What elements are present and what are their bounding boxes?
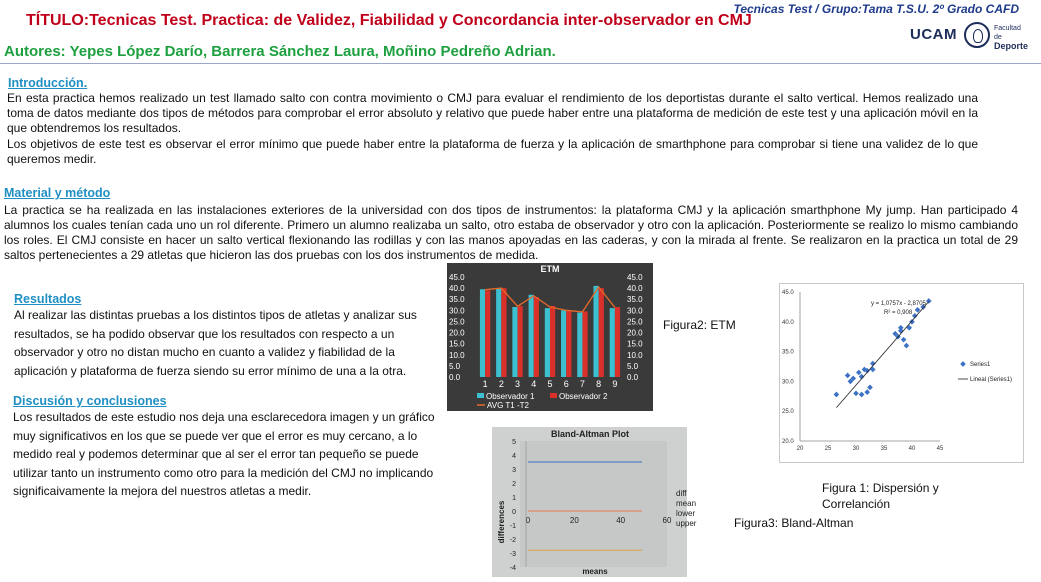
etm-xtick: 8	[596, 379, 602, 389]
ucam-logo	[908, 22, 1028, 52]
ba-ytick: -1	[509, 523, 516, 530]
disp-equation: y = 1,0757x - 2,8705	[871, 301, 926, 307]
course-label: Tecnicas Test / Grupo:Tama T.S.U. 2º Grado CAFD	[733, 2, 1019, 16]
disp-legend-swatch-series1	[960, 361, 966, 367]
faculty-label-2: Deporte	[994, 41, 1029, 51]
etm-bar-obs2	[582, 311, 587, 377]
disp-point	[834, 392, 840, 398]
etm-ytick-left: 15.0	[449, 339, 465, 349]
etm-bar-obs1	[561, 310, 566, 377]
disp-ytick: 45.0	[782, 290, 794, 296]
ba-legend-upper: upper	[676, 519, 697, 528]
etm-chart	[447, 263, 653, 411]
disp-point	[864, 389, 870, 395]
etm-legend-obs1: Observador 1	[486, 392, 535, 401]
intro-paragraph: En esta practica hemos realizado un test llamado salto con contra movimiento o CMJ para evaluar el rendimiento de los deportistas durante el salto vertical. Hemos realizado una toma de datos mediante dos tipos de métodos para comprobar el error absoluto y relativo que puede haber entre una plataforma de medición de este test y una aplicación móvil en la que obtendremos los resultados.	[7, 91, 978, 135]
ba-ytick: -2	[509, 537, 516, 544]
etm-legend-avg: AVG T1 -T2	[487, 401, 529, 410]
etm-ytick-right: 25.0	[627, 317, 643, 327]
etm-bar-obs1	[496, 288, 501, 377]
disp-xtick: 25	[824, 446, 832, 452]
intro-objectives: Los objetivos de este test es observar el error mínimo que puede haber entre la plataforma de fuerza y la aplicación de smarthphone para comprobar si tiene una validez de lo que queremos medir.	[7, 137, 978, 166]
faculty-label-1: Facultad de	[994, 25, 1021, 41]
ba-ytick: 5	[512, 439, 516, 446]
intro-heading: Introducción.	[8, 76, 88, 90]
etm-legend-swatch-obs2	[550, 393, 557, 398]
fig2-caption: Figura2: ETM	[663, 318, 736, 332]
ba-ytick: -4	[509, 565, 516, 572]
etm-ytick-right: 5.0	[627, 361, 639, 371]
ba-legend-diff: diff	[676, 489, 687, 498]
ba-xtick: 60	[662, 516, 672, 525]
etm-ytick-left: 25.0	[449, 317, 465, 327]
ba-xtick: 40	[616, 516, 626, 525]
etm-bar-obs2	[501, 288, 506, 377]
disp-xtick: 20	[796, 446, 804, 452]
ba-ytick: 1	[512, 495, 516, 502]
etm-bar-obs1	[529, 295, 534, 377]
disp-point	[845, 373, 851, 379]
disp-xtick: 30	[852, 446, 860, 452]
etm-ytick-left: 45.0	[449, 273, 465, 282]
etm-chart-svg	[447, 263, 653, 411]
disp-point	[898, 325, 904, 331]
etm-bar-obs2	[550, 306, 555, 377]
fig3-caption: Figura3: Bland-Altman	[734, 516, 854, 530]
disp-point	[867, 385, 873, 391]
etm-ytick-right: 35.0	[627, 295, 643, 305]
etm-ytick-left: 5.0	[449, 361, 461, 371]
etm-bar-obs1	[593, 286, 598, 377]
ba-ylabel: differences	[497, 500, 506, 544]
etm-xtick: 9	[612, 379, 618, 389]
ba-title: Bland-Altman Plot	[551, 429, 629, 439]
disp-ytick: 35.0	[782, 349, 794, 356]
disp-point	[856, 370, 862, 376]
etm-xtick: 1	[482, 379, 488, 389]
header-divider	[0, 63, 1041, 64]
disp-point	[904, 343, 910, 349]
ba-legend-mean: mean	[676, 499, 697, 508]
disp-xtick: 35	[880, 446, 888, 452]
fig1-caption-line2: Correlanción	[822, 497, 891, 511]
disp-ytick: 25.0	[782, 409, 794, 416]
disp-ytick: 40.0	[782, 319, 794, 326]
etm-ytick-right: 20.0	[627, 328, 643, 338]
disp-xtick: 45	[936, 446, 944, 452]
disp-legend-series1: Series1	[970, 362, 991, 368]
faculty-label	[994, 24, 1028, 52]
etm-xtick: 7	[579, 379, 585, 389]
etm-ytick-left: 0.0	[449, 373, 461, 382]
etm-ytick-left: 30.0	[449, 306, 465, 316]
disp-trend-line	[836, 302, 928, 408]
fig1-caption-line1: Figura 1: Dispersión y	[822, 481, 939, 495]
dispersion-chart-svg	[780, 284, 1023, 462]
ba-ytick: 2	[512, 481, 516, 488]
ba-ytick: -3	[509, 551, 516, 558]
ba-xlabel: means	[582, 567, 608, 576]
etm-ytick-left: 35.0	[449, 295, 465, 305]
discussion-heading: Discusión y conclusiones	[13, 394, 167, 408]
etm-ytick-right: 15.0	[627, 339, 643, 349]
etm-ytick-right: 0.0	[627, 373, 639, 382]
bland-altman-chart	[492, 427, 697, 577]
ba-plot-area	[520, 441, 667, 567]
ba-xtick: 0	[525, 516, 531, 525]
ba-legend-lower: lower	[676, 509, 696, 518]
etm-bar-obs1	[577, 313, 582, 377]
etm-xtick: 2	[498, 379, 504, 389]
method-heading: Material y método	[4, 186, 111, 200]
disp-ytick: 30.0	[782, 379, 794, 386]
disp-point	[909, 319, 915, 325]
disp-ytick: 20.0	[782, 439, 794, 445]
etm-bar-obs1	[545, 308, 550, 377]
etm-ytick-right: 30.0	[627, 306, 643, 316]
etm-bar-obs2	[599, 288, 604, 377]
etm-bar-obs2	[615, 307, 620, 377]
etm-xtick: 3	[515, 379, 521, 389]
ba-ytick: 0	[512, 509, 516, 516]
disp-r2: R² = 0,908	[884, 310, 913, 316]
etm-ytick-right: 40.0	[627, 284, 643, 294]
ba-xtick: 20	[569, 516, 579, 525]
discussion-paragraph: Los resultados de este estudio nos deja una esclarecedora imagen y un gráfico muy significativos en los que se puede ver que el error es muy cercano, a lo medido real y podemos determinar que al ser el error tan pequeño se puede utilizar tanto un instrumento como otro para la medición del CMJ no implicando significaivamente la mejora del nuestros atletas a medir.	[13, 410, 435, 498]
results-heading: Resultados	[14, 292, 82, 306]
method-paragraph: La practica se ha realizada en las instalaciones exteriores de la universidad con dos tipos de instrumentos: la plataforma CMJ y la aplicación smarthphone My jump. Han participado 4 alumnos los cuales tenían cada uno un rol diferente. Primero un alumno realizaba un salto, otro estaba de observador y otro con la aplicación. Posteriormente se realizo lo mismo cambiando los roles. El CMJ consiste en hacer un salto vertical flexionando las rodillas y con las manos apoyadas en las caderas, y con la mirada al frente. Se realizaron en la practica un total de 29 saltos pertenecientes a 29 atletas que hicieron las dos pruebas con los dos instrumentos de medida.	[4, 203, 1018, 262]
logo-wordmark: UCAM	[910, 26, 957, 43]
results-paragraph: Al realizar las distintas pruebas a los distintos tipos de atletas y analizar sus resultados, se ha podido observar que los resultados con respecto a un observador y otro no distan mucho en cuanto a validez y fiabilidad de la aplicación y plataforma de fuerza siendo su error mínimo de una a la otra.	[14, 308, 417, 378]
etm-xtick: 6	[563, 379, 569, 389]
etm-ytick-left: 40.0	[449, 284, 465, 294]
etm-ytick-right: 10.0	[627, 350, 643, 360]
ba-ytick: 3	[512, 467, 516, 474]
etm-ytick-left: 20.0	[449, 328, 465, 338]
etm-bar-obs1	[480, 289, 485, 377]
etm-bar-obs2	[485, 290, 490, 377]
etm-xtick: 5	[547, 379, 553, 389]
disp-point	[853, 390, 859, 396]
disp-legend-lineal: Lineal (Series1)	[970, 377, 1013, 383]
disp-point	[859, 392, 865, 398]
etm-xtick: 4	[531, 379, 537, 389]
authors-line: Autores: Yepes López Darío, Barrera Sánchez Laura, Moñino Pedreño Adrian.	[4, 43, 556, 60]
etm-bar-obs2	[566, 310, 571, 377]
ucam-seal-icon	[964, 22, 990, 48]
etm-ytick-left: 10.0	[449, 350, 465, 360]
etm-bar-obs2	[534, 297, 539, 377]
disp-point	[926, 298, 932, 304]
etm-legend-swatch-obs1	[477, 393, 484, 398]
etm-bar-obs1	[610, 308, 615, 377]
dispersion-chart	[779, 283, 1024, 463]
disp-xtick: 40	[908, 446, 916, 452]
disp-point	[901, 337, 907, 343]
etm-bar-obs1	[512, 307, 517, 377]
etm-ytick-right: 45.0	[627, 273, 643, 282]
bland-altman-chart-svg	[492, 427, 697, 577]
etm-legend-obs2: Observador 2	[559, 392, 608, 401]
ba-ytick: 4	[512, 453, 516, 460]
etm-bar-obs2	[518, 306, 523, 377]
etm-title: ETM	[540, 264, 560, 274]
poster-title: TÍTULO:Tecnicas Test. Practica: de Validez, Fiabilidad y Concordancia inter-observador en CMJ	[26, 12, 752, 29]
